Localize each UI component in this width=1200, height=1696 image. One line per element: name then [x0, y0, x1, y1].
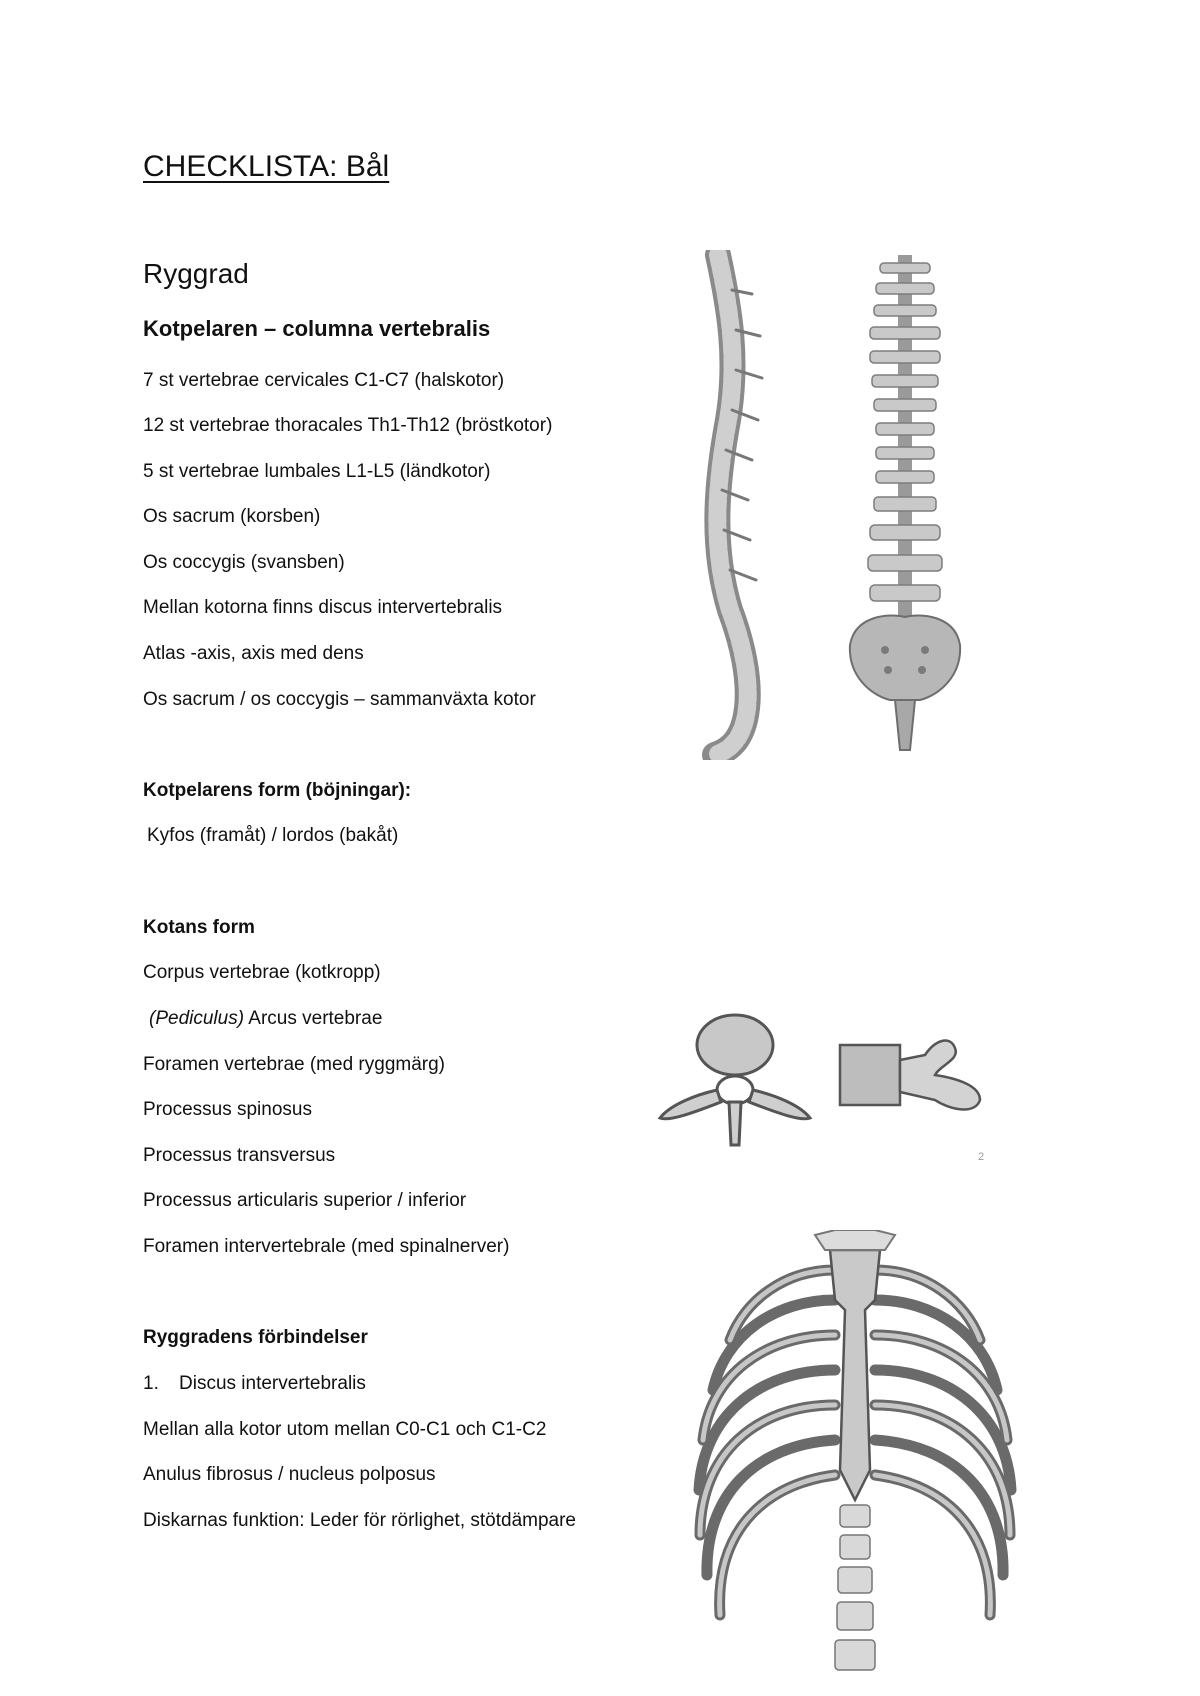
- text-line: 12 st vertebrae thoracales Th1-Th12 (bröstkotor): [143, 415, 553, 436]
- text-line: Mellan kotorna finns discus intervertebralis: [143, 597, 503, 618]
- spine-lateral-illustration: [690, 250, 800, 760]
- section-title: Ryggrad: [143, 258, 249, 289]
- forbindelser-heading: Ryggradens förbindelser: [143, 1327, 368, 1348]
- form-text: Kyfos (framåt) / lordos (bakåt): [147, 825, 399, 846]
- vertebra-lateral-illustration: [835, 1030, 985, 1125]
- numbered-item: [143, 1373, 366, 1395]
- text-line: Foramen vertebrae (med ryggmärg): [143, 1054, 445, 1075]
- ribcage-illustration: [685, 1230, 1025, 1680]
- text-line: Diskarnas funktion: Leder för rörlighet, stötdämpare: [143, 1510, 576, 1531]
- text-line: Processus transversus: [143, 1145, 336, 1166]
- text-line: Os coccygis (svansben): [143, 552, 345, 573]
- text-line: 5 st vertebrae lumbales L1-L5 (ländkotor): [143, 461, 491, 482]
- text-line: Corpus vertebrae (kotkropp): [143, 962, 381, 983]
- vertebra-superior-illustration: [655, 1010, 815, 1150]
- list-item-text: Discus intervertebralis: [179, 1373, 366, 1394]
- text-line: Anulus fibrosus / nucleus polposus: [143, 1464, 436, 1485]
- italic-term: (Pediculus): [149, 1008, 245, 1029]
- text-line: Os sacrum / os coccygis – sammanväxta kotor: [143, 689, 536, 710]
- text-line: Foramen intervertebrale (med spinalnerver): [143, 1236, 510, 1257]
- page-title: CHECKLISTA: Bål: [143, 150, 390, 183]
- text-line: 7 st vertebrae cervicales C1-C7 (halskotor): [143, 370, 505, 391]
- subsection-title: Kotpelaren – columna vertebralis: [143, 316, 491, 341]
- text-line: Processus spinosus: [143, 1099, 312, 1120]
- text-line: Mellan alla kotor utom mellan C0-C1 och C1-C2: [143, 1419, 547, 1440]
- figure-number: 2: [978, 1151, 985, 1163]
- spine-posterior-illustration: [840, 255, 970, 760]
- form-heading: Kotpelarens form (böjningar):: [143, 780, 412, 801]
- kotans-heading: Kotans form: [143, 917, 255, 938]
- list-number: 1.: [143, 1373, 159, 1394]
- text-line: Os sacrum (korsben): [143, 506, 321, 527]
- text-fragment: Arcus vertebrae: [244, 1008, 383, 1029]
- text-line: [149, 1008, 382, 1030]
- text-line: Processus articularis superior / inferior: [143, 1190, 467, 1211]
- text-line: Atlas -axis, axis med dens: [143, 643, 364, 664]
